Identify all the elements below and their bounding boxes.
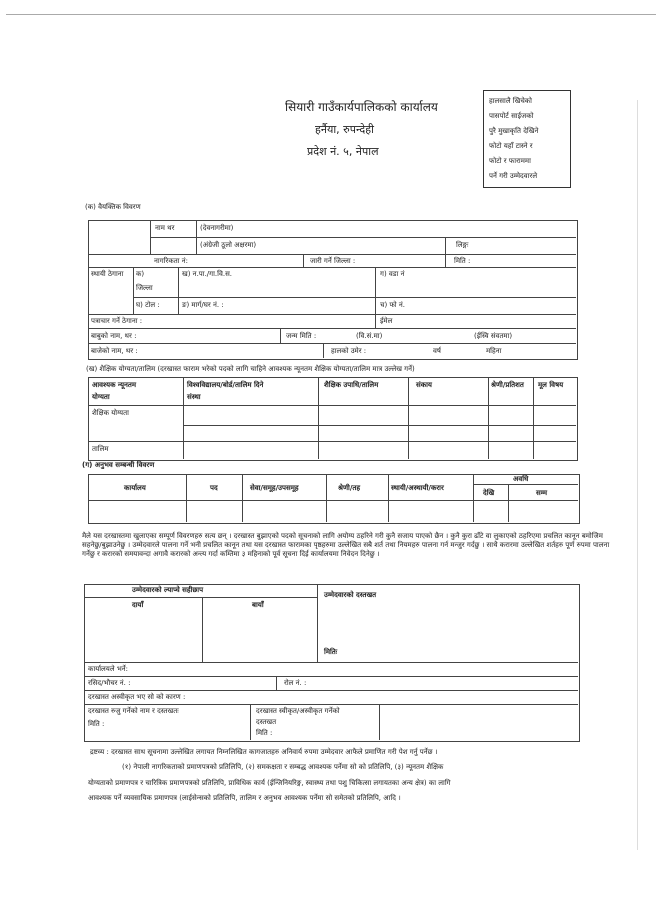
office-location: हर्नैया, रुपन्देही <box>315 123 374 136</box>
col-degree: शैक्षिक उपाधि/तालिम <box>324 381 379 389</box>
photo-line: फोटो यहाँ टास्ने र <box>489 142 533 150</box>
top-rule <box>6 14 656 15</box>
col-office: कार्यालय <box>124 484 146 492</box>
note-lead: द्रष्टव्य : दरखास्त साथ सूचनामा उल्लेखित लगायत निम्नलिखित कागजातहरु अनिवार्य रुपमा उम्मेदवार आफैले प्रमाणित गरी पेश गर्नु पर्नेछ । <box>90 748 438 756</box>
age-years: वर्ष <box>433 347 441 355</box>
age-months: महिना <box>486 347 502 355</box>
note-line2: योग्यताको प्रमाणपत्र र चारित्रिक प्रमाणपत्रको प्रतिलिपि, प्राविधिक कार्य (ईन्जिनियरिङ्ग, स्वास्थ्य तथा पशु चिकित्सा लगायतका अन्य क्षेत्र) का लागि <box>88 779 451 787</box>
dob-ad-field[interactable]: (ईस्वि संवतमा) <box>474 332 513 340</box>
note-line1: (१) नेपाली नागरिकताको प्रमाणपत्रको प्रतिलिपि, (२) समकक्षता र सम्बद्ध आवश्यक पर्नेमा सो को प्रतिलिपि, (३) न्यूनतम शैक्षिक <box>122 763 444 771</box>
col-institution-b: संस्था <box>187 393 201 401</box>
reject-reason-field[interactable]: दरखास्त अस्वीकृत भए सो को कारण : <box>88 693 186 701</box>
col-period: अवधि <box>513 475 529 483</box>
roll-field[interactable]: रोल नं. : <box>284 679 307 687</box>
col-institution-a: विश्वविद्यालय/बोर्ड/तालिम दिने <box>187 381 264 389</box>
office-title: सियारी गाउँकार्यपालिकको कार्यालय <box>285 100 438 114</box>
district-field[interactable]: जिल्ला <box>136 284 153 292</box>
signature-grid <box>84 584 580 742</box>
section-kha-title: (ख) शैक्षिक योग्यता/तालिम (दरखास्त फाराम भरेको पदको लागि चाहिने आवश्यक न्यूनतम शैक्षिक योग्यता/तालिम मात्र उल्लेख गर्ने) <box>86 365 415 373</box>
citizenship-field[interactable]: नागरिकता नं: <box>154 257 188 265</box>
municipality-field[interactable]: ख) न.पा./गा.वि.स. <box>182 270 233 278</box>
col-qualification-b: योग्यता <box>92 393 110 401</box>
devanagari-field[interactable]: (देवनागरीमा) <box>200 224 234 232</box>
marg-field[interactable]: ङ) मार्ग/घर नं. : <box>182 301 224 309</box>
thumb-left: बायाँ <box>252 601 264 609</box>
age-label: हालको उमेर : <box>331 347 367 355</box>
col-faculty: संकाय <box>416 381 432 389</box>
checker-date-field[interactable]: मिति : <box>88 720 105 728</box>
ward-field[interactable]: ग) वडा नं <box>380 270 405 278</box>
education-table <box>88 377 578 461</box>
declaration-text: मैले यस दरखास्तमा खुलाएका सम्पूर्ण विवरणहरु सत्य छन् । दरखास्त बुझाएको पदको सूचनाको लागि अयोग्य ठहरिने गरी कुनै सजाय पाएको छैन । कुनै कुरा ढाँटे वा लुकाएको ठहरिएमा प्रचलित कानून बमोजिम सहनेछु/बुझाउनेछु । उम्मेदवारले पालना गर्ने भनी प्रचलित कानून तथा यस दरखास्त फारामका पृष्ठहरुमा उल्लेखित सबै शर्त तथा नियमहरु पालना गर्न मन्जुर गर्दछु । साथै करारमा उल्लेखित शर्तहरु पूर्ण रुपमा पालना गर्नेछु र करारको समयावन्दा अगावै करारको अन्त्य गर्दा कम्तिमा ३ महिनाको पूर्व सूचना दिई कार्यालयमा निवेदन दिनेछु । <box>82 532 610 558</box>
row-training: तालिम <box>92 445 109 453</box>
approver-label: दरखास्त स्वीकृत/अस्वीकृत गर्नेको <box>256 707 340 715</box>
photo-line: पासपोर्ट साईजको <box>489 112 534 120</box>
col-to: सम्म <box>536 489 548 497</box>
name-label: नाम थर <box>155 224 175 232</box>
signature-date[interactable]: मितिः <box>324 648 338 656</box>
office-province: प्रदेश नं. ५, नेपाल <box>307 145 379 158</box>
col-from: देखि <box>483 489 495 497</box>
ka-label: क) <box>136 270 145 278</box>
email-field[interactable]: ईमेल <box>380 317 393 325</box>
phone-field[interactable]: च) फो नं. <box>380 301 405 309</box>
photo-box <box>483 90 571 188</box>
dob-label: जन्म मिति : <box>286 332 317 340</box>
checker-name-field[interactable]: दरखास्त रुजु गर्नेको नाम र दस्तखतः <box>88 707 179 715</box>
permanent-address-label: स्थायी ठेगाना <box>91 270 124 278</box>
photo-line: पुरै मुखाकृति देखिने <box>489 127 539 135</box>
photo-line: फोटो र फाराममा <box>489 157 531 165</box>
col-service: सेवा/समूह/उपसमूह <box>250 484 299 492</box>
tol-field[interactable]: घ) टोल : <box>136 301 160 309</box>
right-margin-line <box>637 100 638 850</box>
photo-line: पर्ने गरी उम्मेदवारले <box>489 172 538 180</box>
english-field[interactable]: (अंग्रेजी ठूलो अक्षरमा) <box>200 241 257 249</box>
row-education: शैक्षिक योग्यता <box>92 409 129 417</box>
signature-label: उम्मेदवारको दस्तखत <box>324 591 377 599</box>
note-line3: आवश्यक पर्ने व्यवसायिक प्रमाणपत्र (लाईसेन्सको प्रतिलिपि, तालिम र अनुभव आवश्यक पर्नेमा सो समेतको प्रतिलिपि, आदि । <box>88 794 401 802</box>
section-ka-title: (क) वैयक्तिक विवरण <box>85 203 141 211</box>
personal-details-grid <box>88 220 578 360</box>
col-qualification-a: आवश्यक न्यूनतम <box>92 381 137 389</box>
father-name-field[interactable]: बाबुको नाम, थर : <box>91 332 137 340</box>
thumb-title: उम्मेदवारको ल्याप्चे सहीछाप <box>132 586 204 594</box>
thumb-right: दायाँ <box>132 601 144 609</box>
date-field[interactable]: मिति : <box>454 257 471 265</box>
approver-date[interactable]: मिति : <box>256 729 273 737</box>
col-subject: मूल विषय <box>538 381 564 389</box>
issued-district-field[interactable]: जारी गर्ने जिल्ला : <box>310 257 356 265</box>
col-division: श्रेणी/प्रतिशत <box>491 381 524 389</box>
gender-field[interactable]: लिङ्गः <box>456 241 469 249</box>
photo-line: हालसालै खिचेको <box>489 97 532 105</box>
dob-bs-field[interactable]: (वि.सं.मा) <box>356 332 383 340</box>
receipt-field[interactable]: रसिद/भौचर नं. : <box>88 679 131 687</box>
grandfather-name-field[interactable]: बाजेको नाम, थर : <box>91 347 138 355</box>
approver-sign[interactable]: दस्तखत <box>256 718 277 726</box>
experience-table <box>88 474 580 524</box>
col-post: पद <box>210 484 218 492</box>
correspondence-field[interactable]: पत्राचार गर्ने ठेगाना : <box>91 317 143 325</box>
col-type: स्थायी/अस्थायी/करार <box>391 484 444 492</box>
office-use-label: कार्यालयले भर्ने: <box>88 665 129 673</box>
section-ga-title: (ग) अनुभव सम्बन्धी विवरण <box>82 461 155 469</box>
col-level: श्रेणी/तह <box>338 484 361 492</box>
